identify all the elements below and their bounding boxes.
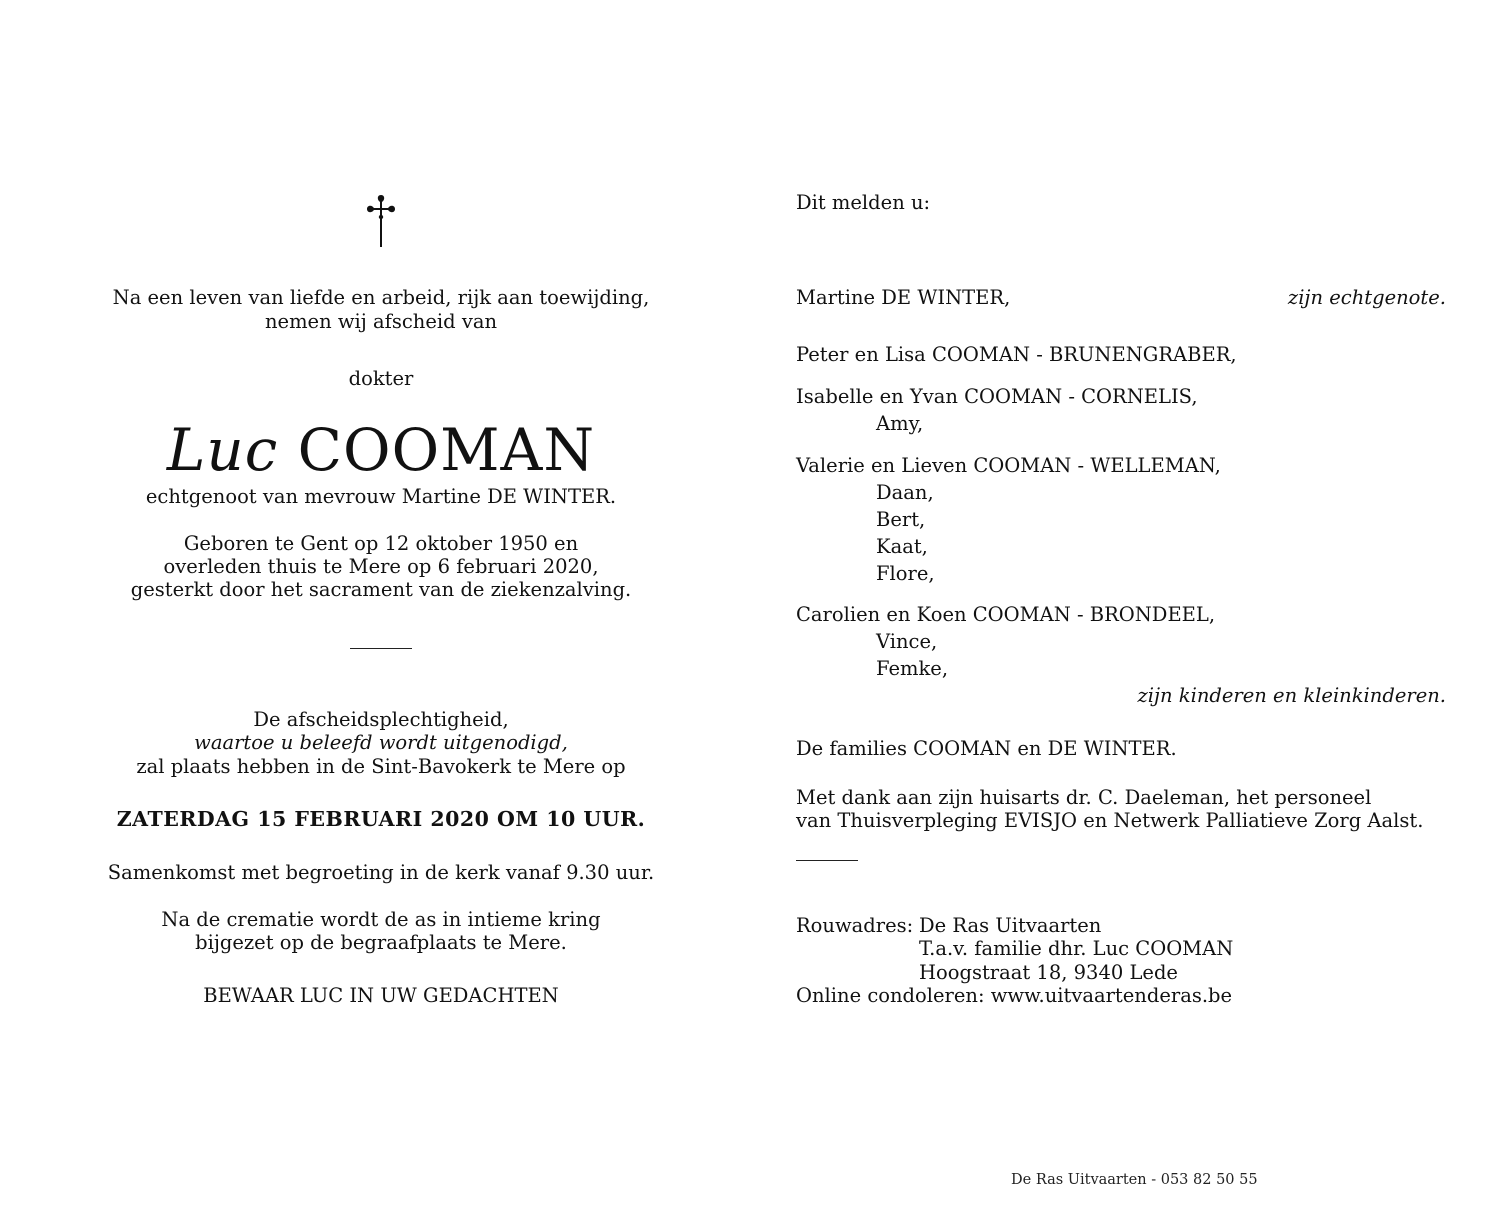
children-role: zijn kinderen en kleinkinderen.: [1137, 684, 1446, 707]
gathering-line: Samenkomst met begroeting in de kerk vanaf 9.30 uur.: [107, 861, 655, 884]
grandchild: Femke,: [876, 657, 949, 680]
grandchild: Daan,: [876, 481, 934, 504]
grandchild: Bert,: [876, 508, 926, 531]
divider: [350, 648, 412, 649]
ceremony-date: ZATERDAG 15 FEBRUARI 2020 OM 10 UUR.: [116, 807, 646, 831]
ceremony-line-2: waartoe u beleefd wordt uitgenodigd,: [194, 731, 568, 754]
closing-line: BEWAAR LUC IN UW GEDACHTEN: [203, 984, 559, 1007]
child-couple-4: Carolien en Koen COOMAN - BRONDEEL,: [796, 603, 1216, 626]
grandchild: Vince,: [876, 630, 938, 653]
spouse-role: zijn echtgenote.: [1287, 286, 1446, 309]
spouse-name: Martine DE WINTER,: [796, 286, 1011, 309]
online-condolence: [796, 984, 1232, 1008]
cremation-line-1: Na de crematie wordt de as in intieme kring: [161, 908, 601, 931]
intro-line-2: nemen wij afscheid van: [264, 310, 498, 333]
grandchild: Kaat,: [876, 535, 928, 558]
spouse-line: echtgenoot van mevrouw Martine DE WINTER.: [145, 485, 617, 508]
address-label: Rouwadres:: [796, 914, 914, 937]
cross-icon: [365, 193, 397, 249]
footer-contact: De Ras Uitvaarten - 053 82 50 55: [1011, 1172, 1258, 1188]
grandchild: Amy,: [876, 412, 924, 435]
deceased-name: [70, 418, 692, 482]
title-dokter: dokter: [348, 367, 414, 390]
ceremony-line-1: De afscheidsplechtigheid,: [253, 708, 509, 731]
thanks-line-1: Met dank aan zijn huisarts dr. C. Daeleman, het personeel: [796, 786, 1372, 809]
last-name: COOMAN: [297, 416, 596, 484]
child-couple-2: Isabelle en Yvan COOMAN - CORNELIS,: [796, 385, 1198, 408]
thanks-line-2: van Thuisverpleging EVISJO en Netwerk Palliatieve Zorg Aalst.: [796, 809, 1424, 832]
child-couple-1: Peter en Lisa COOMAN - BRUNENGRABER,: [796, 343, 1237, 366]
condolence-link[interactable]: www.uitvaartenderas.be: [990, 984, 1233, 1007]
grandchild: Flore,: [876, 562, 935, 585]
ceremony-line-3: zal plaats hebben in de Sint-Bavokerk te Mere op: [136, 755, 626, 778]
announce-heading: Dit melden u:: [796, 191, 931, 214]
birth-line-1: Geboren te Gent op 12 oktober 1950 en: [183, 532, 579, 555]
birth-line-2: overleden thuis te Mere op 6 februari 2020,: [163, 555, 599, 578]
address-line-1: De Ras Uitvaarten: [919, 914, 1102, 937]
divider: [796, 860, 858, 861]
cremation-line-2: bijgezet op de begraafplaats te Mere.: [195, 931, 567, 954]
address-line-2: T.a.v. familie dhr. Luc COOMAN: [919, 937, 1234, 960]
address-line-3: Hoogstraat 18, 9340 Lede: [919, 961, 1178, 984]
child-couple-3: Valerie en Lieven COOMAN - WELLEMAN,: [796, 454, 1221, 477]
families-line: De families COOMAN en DE WINTER.: [796, 737, 1177, 760]
intro-line-1: Na een leven van liefde en arbeid, rijk aan toewijding,: [112, 286, 650, 309]
first-name: Luc: [166, 416, 279, 484]
birth-line-3: gesterkt door het sacrament van de ziekenzalving.: [130, 578, 632, 601]
online-label: Online condoleren:: [796, 984, 985, 1007]
